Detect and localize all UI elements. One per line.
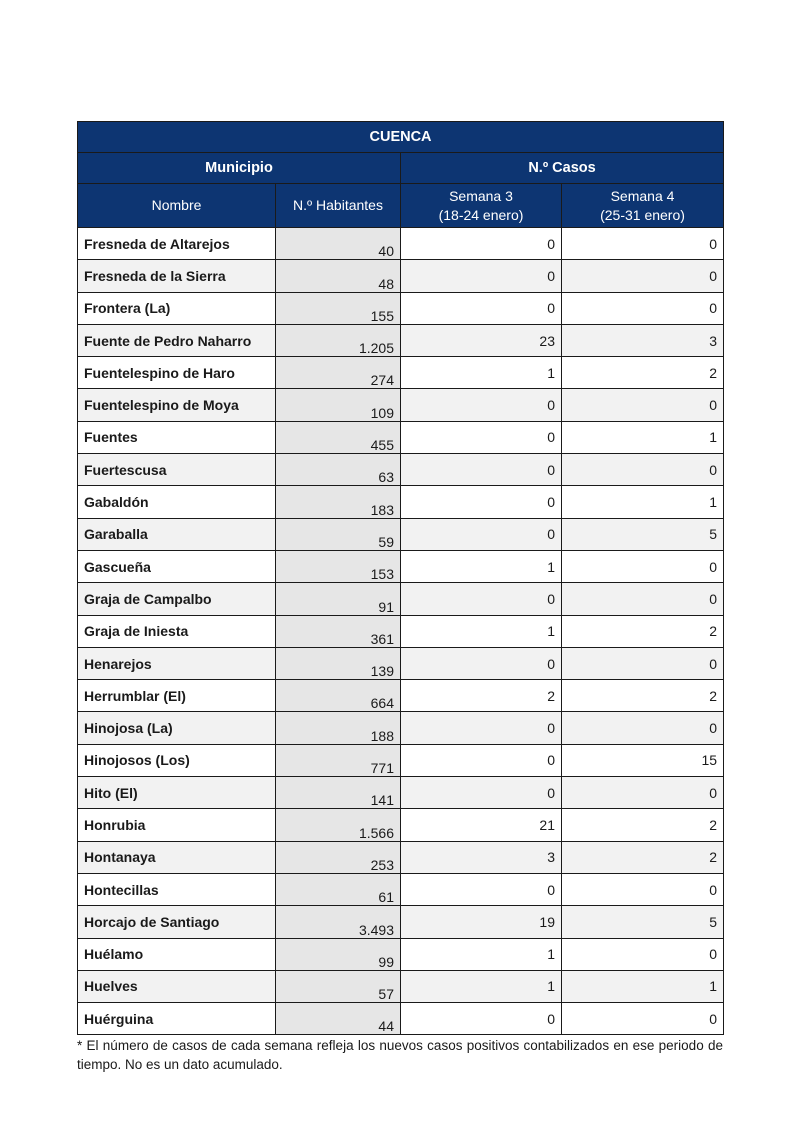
cell-nombre: Fresneda de la Sierra <box>78 260 276 292</box>
cell-semana4: 2 <box>562 841 724 873</box>
cell-habitantes: 1.205 <box>276 324 401 356</box>
table-row <box>78 1003 724 1035</box>
cell-nombre: Hontanaya <box>78 841 276 873</box>
cell-habitantes: 183 <box>276 486 401 518</box>
cell-nombre: Gascueña <box>78 550 276 582</box>
cell-nombre: Horcajo de Santiago <box>78 906 276 938</box>
table-row <box>78 260 724 292</box>
cell-habitantes: 48 <box>276 260 401 292</box>
cell-semana3: 23 <box>401 324 562 356</box>
cell-semana4: 5 <box>562 518 724 550</box>
table-row <box>78 712 724 744</box>
cell-habitantes: 141 <box>276 777 401 809</box>
cell-nombre: Fuertescusa <box>78 454 276 486</box>
table-row <box>78 228 724 260</box>
cell-semana4: 0 <box>562 712 724 744</box>
cell-nombre: Herrumblar (El) <box>78 680 276 712</box>
cell-semana3: 0 <box>401 1003 562 1035</box>
cell-habitantes: 155 <box>276 292 401 324</box>
cell-semana4: 2 <box>562 680 724 712</box>
cell-nombre: Garaballa <box>78 518 276 550</box>
cell-semana4: 0 <box>562 389 724 421</box>
cell-semana3: 0 <box>401 260 562 292</box>
cell-semana3: 0 <box>401 873 562 905</box>
cell-nombre: Hontecillas <box>78 873 276 905</box>
table-title: CUENCA <box>78 122 724 153</box>
cell-semana3: 0 <box>401 518 562 550</box>
cell-habitantes: 274 <box>276 357 401 389</box>
cell-habitantes: 771 <box>276 744 401 776</box>
cell-semana3: 19 <box>401 906 562 938</box>
cell-semana3: 0 <box>401 228 562 260</box>
footnote: * El número de casos de cada semana refleja los nuevos casos positivos contabilizados en ese periodo de tiempo. No es un dato acumulado. <box>77 1038 723 1072</box>
cell-habitantes: 99 <box>276 938 401 970</box>
semana3-dates: (18-24 enero) <box>438 206 524 223</box>
cell-habitantes: 91 <box>276 583 401 615</box>
semana4-dates: (25-31 enero) <box>600 206 685 223</box>
cell-habitantes: 664 <box>276 680 401 712</box>
cell-semana4: 2 <box>562 357 724 389</box>
cell-semana4: 2 <box>562 809 724 841</box>
cell-semana3: 1 <box>401 550 562 582</box>
table-row <box>78 873 724 905</box>
table-row <box>78 421 724 453</box>
cell-semana3: 1 <box>401 970 562 1002</box>
cell-habitantes: 361 <box>276 615 401 647</box>
cell-semana4: 0 <box>562 260 724 292</box>
cell-semana3: 0 <box>401 647 562 679</box>
cell-semana4: 5 <box>562 906 724 938</box>
table-row <box>78 454 724 486</box>
cell-semana3: 0 <box>401 389 562 421</box>
column-header-semana4 <box>562 184 724 228</box>
cell-nombre: Hito (El) <box>78 777 276 809</box>
cell-semana3: 0 <box>401 712 562 744</box>
table-row <box>78 486 724 518</box>
table-row <box>78 324 724 356</box>
cell-semana3: 0 <box>401 454 562 486</box>
cell-semana4: 0 <box>562 228 724 260</box>
column-header-nombre: Nombre <box>78 184 276 228</box>
cell-semana3: 3 <box>401 841 562 873</box>
cell-habitantes: 63 <box>276 454 401 486</box>
cell-semana4: 0 <box>562 454 724 486</box>
cell-habitantes: 57 <box>276 970 401 1002</box>
cell-nombre: Fuente de Pedro Naharro <box>78 324 276 356</box>
cell-nombre: Henarejos <box>78 647 276 679</box>
cell-nombre: Huérguina <box>78 1003 276 1035</box>
cell-semana4: 0 <box>562 647 724 679</box>
table-row <box>78 841 724 873</box>
semana3-label: Semana 3 <box>449 187 513 204</box>
cell-semana4: 0 <box>562 550 724 582</box>
cell-semana4: 0 <box>562 873 724 905</box>
cell-semana3: 1 <box>401 357 562 389</box>
cell-nombre: Fresneda de Altarejos <box>78 228 276 260</box>
cell-habitantes: 40 <box>276 228 401 260</box>
cell-semana3: 0 <box>401 421 562 453</box>
cell-habitantes: 455 <box>276 421 401 453</box>
table-row <box>78 809 724 841</box>
cell-nombre: Fuentelespino de Haro <box>78 357 276 389</box>
cell-nombre: Graja de Iniesta <box>78 615 276 647</box>
table-row <box>78 744 724 776</box>
group-header-casos: N.º Casos <box>401 153 724 184</box>
semana4-label: Semana 4 <box>610 187 675 204</box>
cuenca-cases-table <box>77 121 724 1035</box>
table-row <box>78 938 724 970</box>
cell-nombre: Hinojosos (Los) <box>78 744 276 776</box>
table-row <box>78 647 724 679</box>
cell-semana3: 21 <box>401 809 562 841</box>
cell-nombre: Hinojosa (La) <box>78 712 276 744</box>
cell-semana3: 0 <box>401 486 562 518</box>
cell-semana4: 0 <box>562 777 724 809</box>
cell-semana3: 1 <box>401 938 562 970</box>
cell-habitantes: 109 <box>276 389 401 421</box>
table-row <box>78 389 724 421</box>
cell-semana3: 0 <box>401 292 562 324</box>
column-header-habitantes: N.º Habitantes <box>276 184 401 228</box>
cell-semana4: 0 <box>562 1003 724 1035</box>
cell-habitantes: 1.566 <box>276 809 401 841</box>
cell-semana3: 0 <box>401 744 562 776</box>
group-header-municipio: Municipio <box>78 153 401 184</box>
cell-habitantes: 3.493 <box>276 906 401 938</box>
table-row <box>78 550 724 582</box>
cell-habitantes: 253 <box>276 841 401 873</box>
cell-semana3: 2 <box>401 680 562 712</box>
cell-semana3: 1 <box>401 615 562 647</box>
cell-habitantes: 61 <box>276 873 401 905</box>
cell-semana4: 3 <box>562 324 724 356</box>
cell-habitantes: 59 <box>276 518 401 550</box>
table-row <box>78 680 724 712</box>
cell-habitantes: 153 <box>276 550 401 582</box>
cell-habitantes: 44 <box>276 1003 401 1035</box>
table-row <box>78 357 724 389</box>
cell-semana4: 1 <box>562 421 724 453</box>
cell-nombre: Fuentes <box>78 421 276 453</box>
table-row <box>78 583 724 615</box>
cell-semana4: 1 <box>562 486 724 518</box>
cell-nombre: Frontera (La) <box>78 292 276 324</box>
cell-semana4: 1 <box>562 970 724 1002</box>
table-row <box>78 615 724 647</box>
cell-nombre: Huélamo <box>78 938 276 970</box>
table-row <box>78 518 724 550</box>
cell-nombre: Huelves <box>78 970 276 1002</box>
cell-semana3: 0 <box>401 777 562 809</box>
cell-nombre: Gabaldón <box>78 486 276 518</box>
cell-semana4: 0 <box>562 583 724 615</box>
table-row <box>78 906 724 938</box>
cell-semana4: 2 <box>562 615 724 647</box>
cell-nombre: Honrubia <box>78 809 276 841</box>
table-row <box>78 970 724 1002</box>
cell-semana3: 0 <box>401 583 562 615</box>
table-row <box>78 292 724 324</box>
cell-nombre: Graja de Campalbo <box>78 583 276 615</box>
cell-semana4: 15 <box>562 744 724 776</box>
cell-habitantes: 139 <box>276 647 401 679</box>
cell-habitantes: 188 <box>276 712 401 744</box>
cell-semana4: 0 <box>562 938 724 970</box>
table-row <box>78 777 724 809</box>
cell-semana4: 0 <box>562 292 724 324</box>
column-header-semana3 <box>401 184 562 228</box>
cell-nombre: Fuentelespino de Moya <box>78 389 276 421</box>
